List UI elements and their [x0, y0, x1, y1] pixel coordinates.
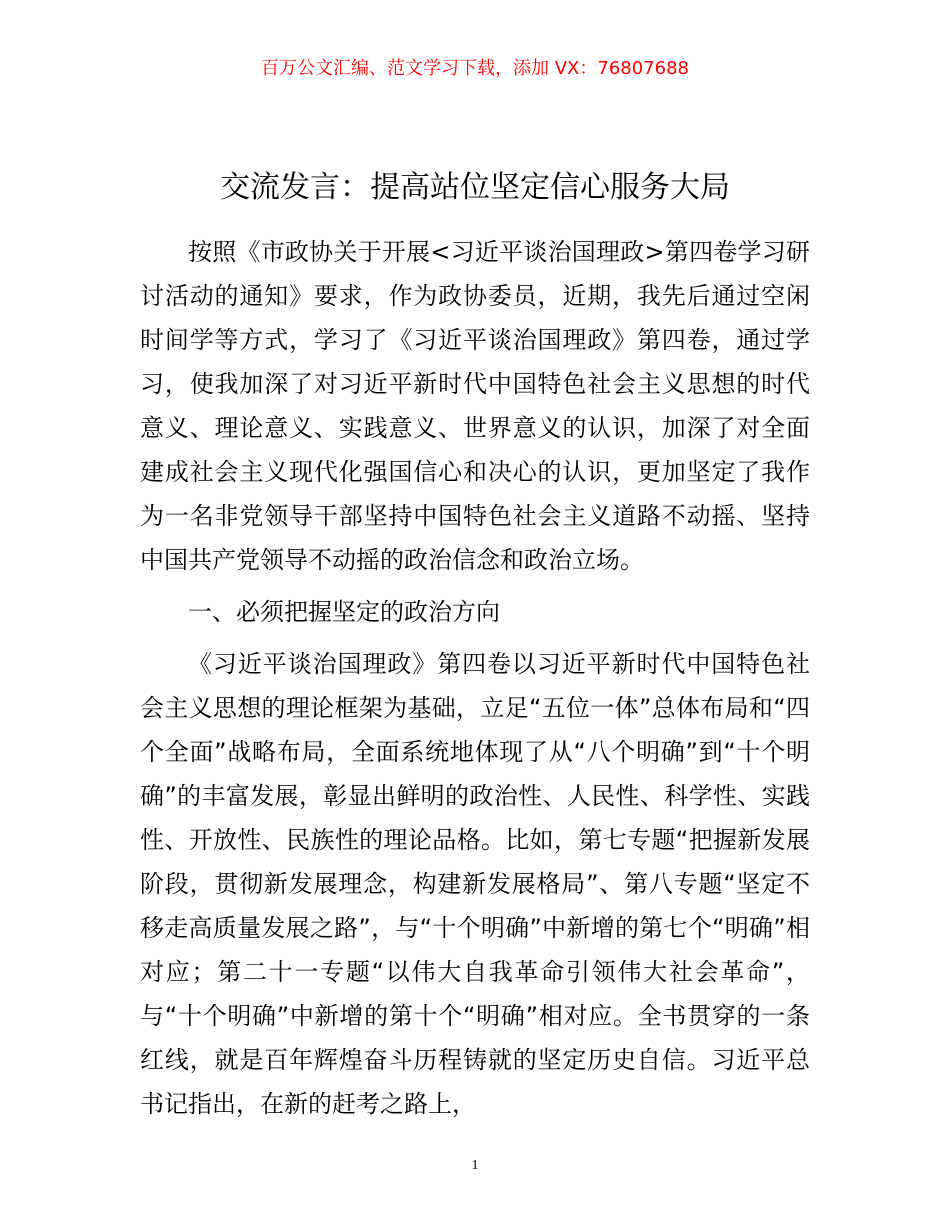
- page-number: 1: [471, 1158, 479, 1173]
- document-title: 交流发言：提高站位坚定信心服务大局: [220, 170, 730, 205]
- paragraph-section-1: 《习近平谈治国理政》第四卷以习近平新时代中国特色社会主义思想的理论框架为基础，立足“五位一体”总体布局和“四个全面”战略布局，全面系统地体现了从“八个明确”到“十个明确”的丰富发展，彰显出鲜明的政治性、人民性、科学性、实践性、开放性、民族性的理论品格。比如，第七专题“把握新发展阶段，贯彻新发展理念，构建新发展格局”、第八专题“坚定不移走高质量发展之路”，与“十个明确”中新增的第七个“明确”相对应；第二十一专题“以伟大自我革命引领伟大社会革命”，与“十个明确”中新增的第十个“明确”相对应。全书贯穿的一条红线，就是百年辉煌奋斗历程铸就的坚定历史自信。习近平总书记指出，在新的赶考之路上，: [140, 650, 810, 1118]
- paragraph-intro: 按照《市政协关于开展<习近平谈治国理政>第四卷学习研讨活动的通知》要求，作为政协委员，近期，我先后通过空闲时间学等方式，学习了《习近平谈治国理政》第四卷，通过学习，使我加深了对习近平新时代中国特色社会主义思想的时代意义、理论意义、实践意义、世界意义的认识，加深了对全面建成社会主义现代化强国信心和决心的认识，更加坚定了我作为一名非党领导干部坚持中国特色社会主义道路不动摇、坚持中国共产党领导不动摇的政治信念和政治立场。: [140, 238, 810, 574]
- section-heading-1: 一、必须把握坚定的政治方向: [188, 598, 500, 626]
- header-banner: 百万公文汇编、范文学习下载，添加 VX：76807688: [261, 58, 689, 79]
- document-body: [140, 230, 810, 1134]
